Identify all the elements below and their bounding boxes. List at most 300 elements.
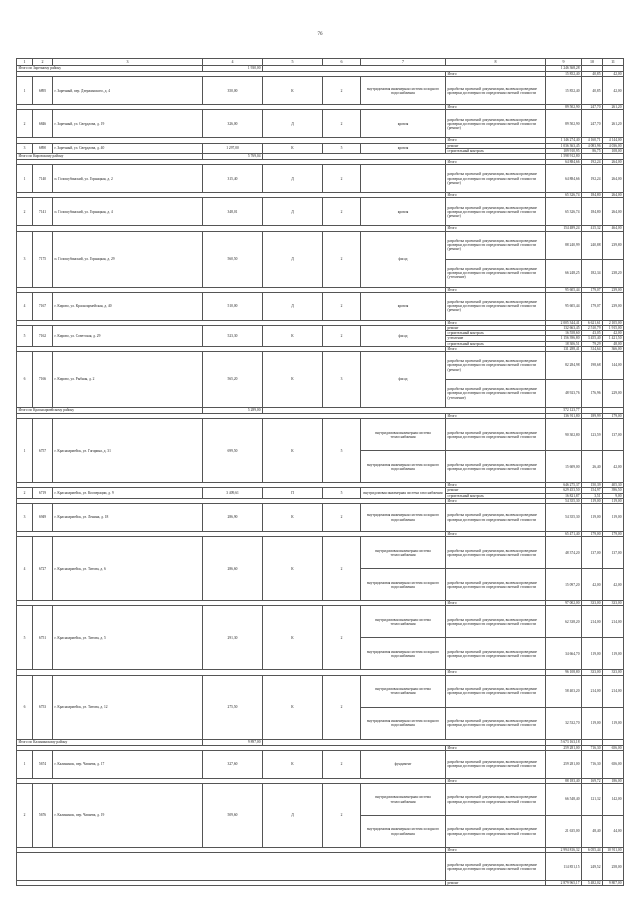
district-total-area: 5 289,00 — [203, 408, 263, 414]
work-type: внутридомовая инженерная система холодного водоснабжения — [361, 77, 446, 105]
building-area: 560,50 — [203, 231, 263, 287]
subtotal-label: Итого — [446, 601, 546, 606]
subtotal-limit: 42,00 — [603, 72, 624, 77]
subtotal-sum: 65 326,74 — [546, 193, 582, 198]
building-area: 699,50 — [203, 419, 263, 483]
column-number: 5 — [263, 59, 323, 66]
work-description: строительный контроль — [446, 493, 546, 498]
cost-per-m2: 198,68 — [582, 352, 603, 380]
work-description: разработка проектной документации, включая проведение проверки достоверности определения сметной стоимости (утепление) — [446, 259, 546, 287]
work-description: разработка проектной документации, включая проведение проверки достоверности определения сметной стоимости — [446, 569, 546, 601]
subtotal-limit: 186,00 — [603, 778, 624, 783]
building-row — [17, 784, 624, 816]
building-address: п. Голошубинский, ул. Горняцкая, д. 4 — [53, 198, 203, 226]
work-description: утепление — [446, 336, 546, 341]
work-cost: 90 302,80 — [546, 419, 582, 451]
cost-per-m2: 176,96 — [582, 380, 603, 408]
row-number: 6 — [17, 675, 33, 739]
cost-limit: 239,00 — [603, 292, 624, 320]
cost-limit: 656,00 — [603, 750, 624, 778]
wall-material: К — [263, 419, 323, 483]
subtotal-cost-per-m2: 415,32 — [582, 226, 603, 231]
work-cost: 132 663,45 — [546, 326, 582, 331]
row-number: 1 — [17, 419, 33, 483]
work-cost: 89 502,90 — [546, 110, 582, 138]
wall-material: Д — [263, 292, 323, 320]
building-area: 509,60 — [203, 784, 263, 848]
table-cell — [17, 881, 446, 886]
cost-limit: 119,00 — [603, 638, 624, 670]
subtotal-limit: 366,00 — [603, 346, 624, 351]
table-cell — [17, 853, 446, 881]
building-row — [17, 110, 624, 138]
district-total-sum: 572 123,77 — [546, 408, 582, 414]
building-id: 6719 — [33, 488, 53, 498]
cost-per-m2: 40,85 — [582, 77, 603, 105]
building-row — [17, 853, 624, 881]
subtotal-label: Итого — [446, 848, 546, 853]
building-area: 326,00 — [203, 110, 263, 138]
cost-limit: 137,00 — [603, 419, 624, 451]
building-row — [17, 606, 624, 638]
cost-per-m2: 214,00 — [582, 675, 603, 707]
cost-per-m2: 179,07 — [582, 292, 603, 320]
district-total-area: 5 769,04 — [203, 154, 263, 160]
work-type: кровля — [361, 110, 446, 138]
cost-per-m2: 214,00 — [582, 606, 603, 638]
row-number: 5 — [17, 606, 33, 670]
subtotal-cost-per-m2: 179,07 — [582, 287, 603, 292]
building-address: п. Голошубинский, ул. Горняцкая, д. 29 — [53, 231, 203, 287]
cost-limit: 137,00 — [603, 537, 624, 569]
building-row — [17, 750, 624, 778]
building-address: г. Красноармейск, ул. Титова, д. 12 — [53, 675, 203, 739]
building-row — [17, 77, 624, 105]
work-cost: 66 248,25 — [546, 259, 582, 287]
cost-per-m2: 79,29 — [582, 341, 603, 346]
cost-limit: 1 421,50 — [603, 336, 624, 341]
wall-material: К — [263, 326, 323, 347]
work-description: разработка проектной документации, включая проведение проверки достоверности определения сметной стоимости — [446, 638, 546, 670]
floors-count: 2 — [323, 231, 361, 287]
cost-per-m2: 86,75 — [582, 148, 603, 153]
cost-limit: 108,00 — [603, 148, 624, 153]
work-description: ремонт — [446, 143, 546, 148]
subtotal-limit: 2 105,00 — [603, 320, 624, 325]
row-number: 3 — [17, 143, 33, 153]
cost-per-m2: 137,00 — [582, 537, 603, 569]
cost-limit: 42,00 — [603, 331, 624, 336]
cost-per-m2: 2 510,79 — [582, 326, 603, 331]
subtotal-label: Итого — [446, 483, 546, 488]
work-type: внутридомовая инженерная система теплоснабжения — [361, 419, 446, 451]
wall-material: Д — [263, 110, 323, 138]
cost-per-m2: 119,00 — [582, 707, 603, 739]
cost-per-m2: 184,80 — [582, 198, 603, 226]
cost-per-m2: 48,40 — [582, 816, 603, 848]
floors-count: 5 — [323, 419, 361, 483]
subtotal-limit: 179,00 — [603, 532, 624, 537]
cost-limit: 396,50 — [603, 488, 624, 493]
subtotal-limit: 179,00 — [603, 414, 624, 419]
work-cost: 109 910,95 — [546, 148, 582, 153]
work-cost: 2 879 965,17 — [546, 881, 582, 886]
subtotal-sum: 97 002,00 — [546, 601, 582, 606]
work-description: ремонт — [446, 881, 546, 886]
building-id: 6846 — [33, 110, 53, 138]
floors-count: 2 — [323, 750, 361, 778]
row-number: 2 — [17, 110, 33, 138]
district-total-sum: 5 673 163,18 — [546, 739, 582, 745]
wall-material: К — [263, 537, 323, 601]
work-description: разработка проектной документации, включая проведение проверки достоверности определения сметной стоимости — [446, 853, 546, 881]
district-total-area: 9 897,00 — [203, 739, 263, 745]
cost-limit: 44,00 — [603, 816, 624, 848]
cost-per-m2: 154,97 — [582, 488, 603, 493]
subtotal-limit: 333,00 — [603, 670, 624, 675]
subtotal-sum: 154 489,24 — [546, 226, 582, 231]
floors-count: 2 — [323, 675, 361, 739]
cost-limit: 238,20 — [603, 259, 624, 287]
work-type: внутридомовая инженерная система холодного водоснабжения — [361, 638, 446, 670]
floors-count: 2 — [323, 784, 361, 848]
cost-limit: 42,00 — [603, 77, 624, 105]
subtotal-limit: 4 144,00 — [603, 138, 624, 143]
work-description: разработка проектной документации, включая проведение проверки достоверности определения сметной стоимости — [446, 606, 546, 638]
column-number: 3 — [53, 59, 203, 66]
cost-limit: 48,00 — [603, 341, 624, 346]
work-cost: 16 558,60 — [546, 331, 582, 336]
work-type: внутридомовая инженерная система теплоснабжения — [361, 606, 446, 638]
subtotal-sum: 1 146 274,40 — [546, 138, 582, 143]
subtotal-cost-per-m2: 4 160,71 — [582, 138, 603, 143]
district-total-label: Итого по Заречному району — [17, 66, 203, 72]
cost-limit: 142,00 — [603, 784, 624, 816]
floors-count: 2 — [323, 606, 361, 670]
work-cost: 58 403,20 — [546, 675, 582, 707]
building-row — [17, 504, 624, 532]
cost-limit: 119,00 — [603, 707, 624, 739]
work-type: внутридомовая инженерная система холодного водоснабжения — [361, 569, 446, 601]
cost-per-m2: 26,40 — [582, 451, 603, 483]
floors-count: 3 — [323, 352, 361, 408]
subtotal-sum: 259 281,00 — [546, 745, 582, 750]
work-description: разработка проектной документации, включая проведение проверки достоверности определения сметной стоимости — [446, 419, 546, 451]
work-description: ремонт — [446, 326, 546, 331]
subtotal-label: Итого — [446, 193, 546, 198]
cost-per-m2: 192,24 — [582, 165, 603, 193]
subtotal-label: Итого — [446, 138, 546, 143]
work-type: внутридомовая инженерная система холодного водоснабжения — [361, 816, 446, 848]
wall-material: Д — [263, 784, 323, 848]
cost-limit: 261,20 — [603, 110, 624, 138]
district-total-sum: 1 246 368,28 — [546, 66, 582, 72]
cost-limit: 258,00 — [603, 853, 624, 881]
subtotal-limit: 464,00 — [603, 226, 624, 231]
work-cost: 66 548,40 — [546, 784, 582, 816]
work-description: строительный контроль — [446, 148, 546, 153]
work-type: фасад — [361, 352, 446, 408]
wall-material: Д — [263, 231, 323, 287]
building-address: г. Калининск, пер. Чапаева, д. 17 — [53, 750, 203, 778]
floors-count: 5 — [323, 143, 361, 153]
building-row — [17, 537, 624, 569]
building-id: 7162 — [33, 326, 53, 347]
building-row — [17, 198, 624, 226]
work-type: фасад — [361, 231, 446, 287]
wall-material: П — [263, 488, 323, 498]
work-type: кровля — [361, 198, 446, 226]
row-number: 2 — [17, 784, 33, 848]
row-number: 3 — [17, 231, 33, 287]
cost-per-m2: 182,34 — [582, 259, 603, 287]
work-description: разработка проектной документации, включая проведение проверки достоверности определения сметной стоимости (ремонт) — [446, 110, 546, 138]
subtotal-limit: 119,00 — [603, 498, 624, 503]
column-number: 7 — [361, 59, 446, 66]
subtotal-sum: 131 288,41 — [546, 346, 582, 351]
subtotal-sum: 2 994 816,32 — [546, 848, 582, 853]
building-row — [17, 231, 624, 259]
capital-repair-table — [16, 58, 624, 886]
subtotal-label: Итого — [446, 160, 546, 165]
work-type — [361, 165, 446, 193]
work-description: разработка проектной документации, включая проведение проверки достоверности определения сметной стоимости — [446, 707, 546, 739]
cost-per-m2: 43,05 — [582, 331, 603, 336]
building-address: г. Красноармейск, ул. Титова, д. 6 — [53, 537, 203, 601]
building-area: 3 409,61 — [203, 488, 263, 498]
subtotal-limit: 264,00 — [603, 193, 624, 198]
cost-limit: 9,00 — [603, 493, 624, 498]
building-area: 523,30 — [203, 326, 263, 347]
work-cost: 16 821,87 — [546, 493, 582, 498]
floors-count: 2 — [323, 110, 361, 138]
floors-count: 2 — [323, 165, 361, 193]
subtotal-limit: 10 911,00 — [603, 848, 624, 853]
subtotal-cost-per-m2: 169,72 — [582, 778, 603, 783]
subtotal-cost-per-m2: 314,64 — [582, 346, 603, 351]
floors-count: 2 — [323, 504, 361, 532]
building-address: г. Заречный, пер. Дзержинского, д. 4 — [53, 77, 203, 105]
subtotal-cost-per-m2: 150,39 — [582, 483, 603, 488]
work-description: разработка проектной документации, включая проведение проверки достоверности определения сметной стоимости — [446, 504, 546, 532]
cost-per-m2: 42,00 — [582, 569, 603, 601]
work-cost: 15 852,40 — [546, 77, 582, 105]
wall-material: К — [263, 750, 323, 778]
building-row — [17, 881, 624, 886]
work-cost: 88 240,99 — [546, 231, 582, 259]
wall-material: К — [263, 77, 323, 105]
subtotal-cost-per-m2: 716,30 — [582, 745, 603, 750]
work-cost: 21 635,00 — [546, 816, 582, 848]
row-number: 1 — [17, 750, 33, 778]
work-cost: 15 097,20 — [546, 569, 582, 601]
building-area: 1 297,00 — [203, 143, 263, 153]
building-id: 7166 — [33, 352, 53, 408]
work-description: разработка проектной документации, включая проведение проверки достоверности определения сметной стоимости — [446, 816, 546, 848]
subtotal-sum: 646 275,37 — [546, 483, 582, 488]
cost-per-m2: 249,52 — [582, 853, 603, 881]
work-description: разработка проектной документации, включая проведение проверки достоверности определения сметной стоимости — [446, 784, 546, 816]
subtotal-label: Итого — [446, 498, 546, 503]
wall-material: К — [263, 675, 323, 739]
work-type: фасад — [361, 326, 446, 347]
building-id: 7141 — [33, 198, 53, 226]
work-cost: 65 326,74 — [546, 198, 582, 226]
cost-per-m2: 3,51 — [582, 493, 603, 498]
wall-material: К — [263, 504, 323, 532]
work-cost: 64 884,66 — [546, 165, 582, 193]
row-number: 3 — [17, 504, 33, 532]
cost-limit: 264,00 — [603, 165, 624, 193]
subtotal-label: Итого — [446, 72, 546, 77]
floors-count: 2 — [323, 537, 361, 601]
building-id: 7175 — [33, 231, 53, 287]
work-description: разработка проектной документации, включая проведение проверки достоверности определения сметной стоимости — [446, 675, 546, 707]
column-numbers-row — [17, 59, 624, 66]
column-number: 6 — [323, 59, 361, 66]
building-row — [17, 419, 624, 451]
subtotal-limit: 405,30 — [603, 483, 624, 488]
cost-limit: 214,00 — [603, 675, 624, 707]
cost-limit: 1 915,00 — [603, 326, 624, 331]
subtotal-sum: 96 108,80 — [546, 670, 582, 675]
work-description: разработка проектной документации, включая проведение проверки достоверности определения сметной стоимости (ремонт) — [446, 352, 546, 380]
building-address: г. Красноармейск, ул. Гагарина, д. 31 — [53, 419, 203, 483]
district-total-area: 1 930,00 — [203, 66, 263, 72]
subtotal-cost-per-m2: 40,85 — [582, 72, 603, 77]
subtotal-cost-per-m2: 192,24 — [582, 160, 603, 165]
work-description: разработка проектной документации, включая проведение проверки достоверности определения сметной стоимости (ремонт) — [446, 231, 546, 259]
cost-per-m2: 123,59 — [582, 419, 603, 451]
work-cost: 18 306,51 — [546, 341, 582, 346]
floors-count: 2 — [323, 77, 361, 105]
work-cost: 48 374,20 — [546, 537, 582, 569]
building-area: 291,30 — [203, 606, 263, 670]
subtotal-limit: 261,20 — [603, 105, 624, 110]
work-cost: 15 609,00 — [546, 451, 582, 483]
subtotal-sum: 64 884,66 — [546, 160, 582, 165]
building-area: 275,50 — [203, 675, 263, 739]
work-description: разработка проектной документации, включая проведение проверки достоверности определения сметной стоимости — [446, 451, 546, 483]
building-id: 6890 — [33, 143, 53, 153]
building-id: 6751 — [33, 606, 53, 670]
wall-material: Д — [263, 198, 323, 226]
building-area: 348,01 — [203, 198, 263, 226]
row-number: 1 — [17, 77, 33, 105]
column-number: 10 — [582, 59, 603, 66]
wall-material: К — [263, 143, 323, 153]
subtotal-label: Итого — [446, 287, 546, 292]
work-description: ремонт — [446, 488, 546, 493]
row-number: 6 — [17, 352, 33, 408]
subtotal-label: Итого — [446, 346, 546, 351]
building-id: 6895 — [33, 77, 53, 105]
subtotal-limit: 264,00 — [603, 160, 624, 165]
building-id: 6949 — [33, 504, 53, 532]
work-description: разработка проектной документации, включая проведение проверки достоверности определения сметной стоимости (ремонт) — [446, 198, 546, 226]
subtotal-sum: 88 183,40 — [546, 778, 582, 783]
work-cost: 1 036 363,45 — [546, 143, 582, 148]
wall-material: К — [263, 352, 323, 408]
subtotal-sum: 15 852,40 — [546, 72, 582, 77]
building-address: г. Красноармейск, ул. Кооперации, д. 9 — [53, 488, 203, 498]
subtotal-cost-per-m2: 247,70 — [582, 105, 603, 110]
subtotal-label: Итого — [446, 226, 546, 231]
subtotal-cost-per-m2: 333,00 — [582, 670, 603, 675]
work-type: внутридомовая инженерная система теплоснабжения — [361, 675, 446, 707]
subtotal-label: Итого — [446, 414, 546, 419]
work-cost: 48 923,76 — [546, 380, 582, 408]
floors-count: 2 — [323, 326, 361, 347]
building-id: 6753 — [33, 675, 53, 739]
work-cost: 34 664,70 — [546, 638, 582, 670]
subtotal-sum: 65 471,40 — [546, 532, 582, 537]
cost-per-m2: 119,00 — [582, 638, 603, 670]
cost-limit: 4 036,00 — [603, 143, 624, 148]
building-address: п. Голошубинский, ул. Горняцкая, д. 2 — [53, 165, 203, 193]
work-type: внутридомовая инженерная система холодного водоснабжения — [361, 504, 446, 532]
cost-per-m2: 4 083,96 — [582, 143, 603, 148]
column-number: 8 — [446, 59, 546, 66]
cost-limit: 229,00 — [603, 380, 624, 408]
building-id: 6757 — [33, 419, 53, 483]
building-address: г. Заречный, ул. Свердлова, д. 40 — [53, 143, 203, 153]
subtotal-sum: 54 355,30 — [546, 498, 582, 503]
wall-material: Д — [263, 165, 323, 193]
work-type: фундамент — [361, 750, 446, 778]
district-total-label: Итого по Калининскому району — [17, 739, 203, 745]
work-type: кровля — [361, 143, 446, 153]
work-type: кровля — [361, 292, 446, 320]
work-description: строительный контроль — [446, 331, 546, 336]
subtotal-label: Итого — [446, 105, 546, 110]
work-type: внутридомовая инженерная система теплоснабжения — [361, 537, 446, 569]
cost-limit: 144,00 — [603, 352, 624, 380]
column-number: 11 — [603, 59, 624, 66]
column-number: 9 — [546, 59, 582, 66]
subtotal-limit: 239,00 — [603, 287, 624, 292]
floors-count: 2 — [323, 292, 361, 320]
building-id: 7167 — [33, 292, 53, 320]
subtotal-sum: 136 911,80 — [546, 414, 582, 419]
row-number: 2 — [17, 198, 33, 226]
work-description: разработка проектной документации, включая проведение проверки достоверности определения сметной стоимости (ремонт) — [446, 292, 546, 320]
building-row — [17, 675, 624, 707]
building-area: 286,90 — [203, 504, 263, 532]
cost-per-m2: 121,32 — [582, 784, 603, 816]
wall-material: К — [263, 606, 323, 670]
building-address: г. Кирово, ул. Рыбная, д. 2 — [53, 352, 203, 408]
subtotal-sum: 2 005 344,41 — [546, 320, 582, 325]
subtotal-cost-per-m2: 184,80 — [582, 193, 603, 198]
subtotal-cost-per-m2: 119,00 — [582, 498, 603, 503]
subtotal-cost-per-m2: 6 621,61 — [582, 320, 603, 325]
subtotal-cost-per-m2: 189,99 — [582, 414, 603, 419]
work-description: разработка проектной документации, включая проведение проверки достоверности определения сметной стоимости — [446, 77, 546, 105]
district-total-label: Итого по Кировскому району — [17, 154, 203, 160]
district-total-label: Итого по Красноармейскому району — [17, 408, 203, 414]
work-cost: 82 284,98 — [546, 352, 582, 380]
row-number: 1 — [17, 165, 33, 193]
building-address: г. Красноармейск, ул. Ленина, д. 18 — [53, 504, 203, 532]
work-type: внутридомовая инженерная система газоснабжения — [361, 488, 446, 498]
work-description: разработка проектной документации, включая проведение проверки достоверности определения сметной стоимости (ремонт) — [446, 165, 546, 193]
subtotal-cost-per-m2: 333,00 — [582, 601, 603, 606]
row-number: 5 — [17, 326, 33, 347]
building-address: г. Кирово, ул. Красноармейская, д. 40 — [53, 292, 203, 320]
building-id: 7140 — [33, 165, 53, 193]
cost-limit: 9 807,00 — [603, 881, 624, 886]
